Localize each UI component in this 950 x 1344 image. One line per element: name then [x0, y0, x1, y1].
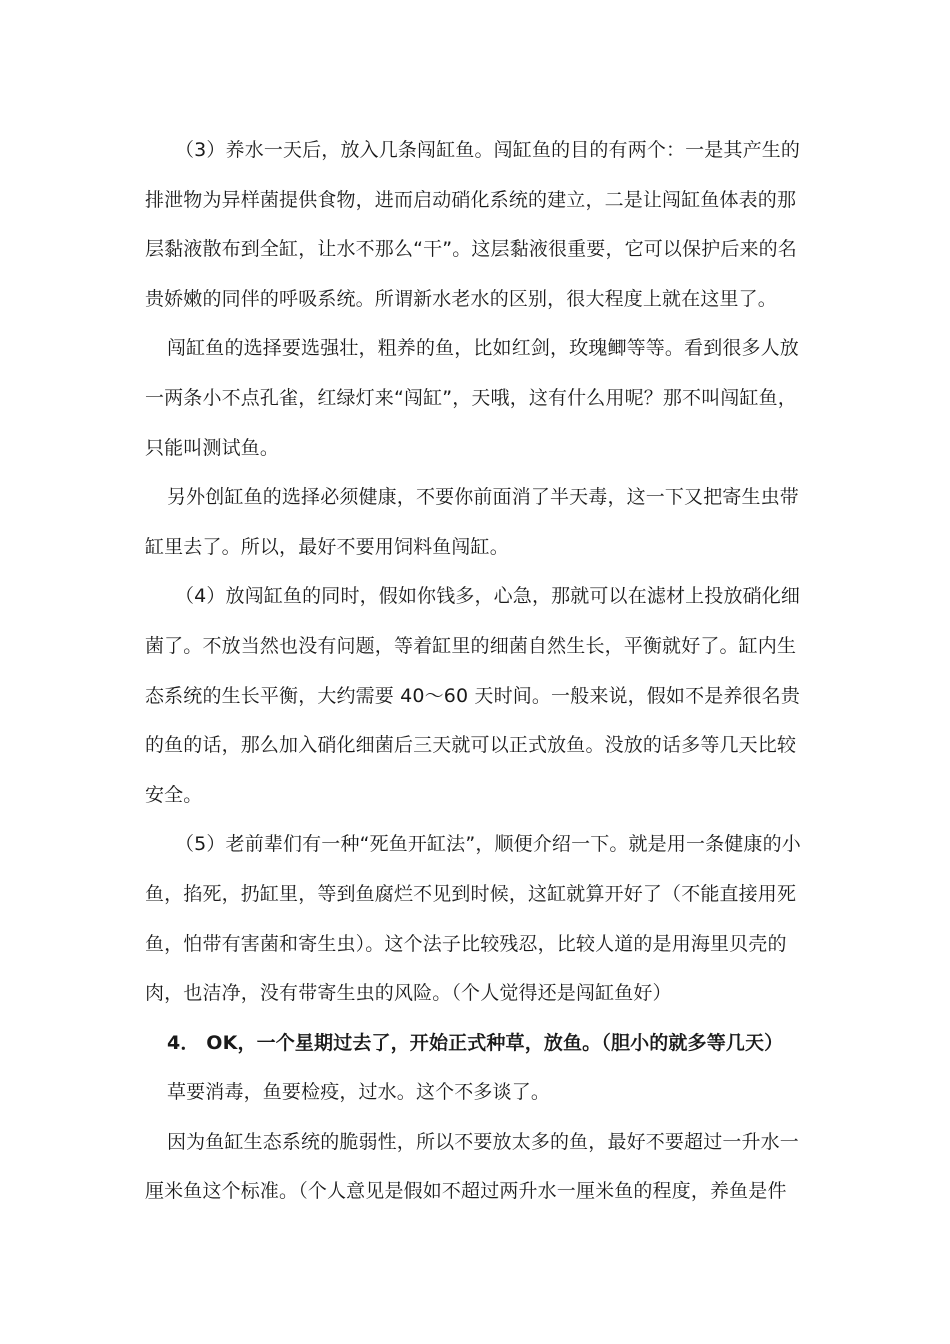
paragraph-step-3: （3）养水一天后，放入几条闯缸鱼。闯缸鱼的目的有两个：一是其产生的排泄物为异样菌提供食物，进而启动硝化系统的建立，二是让闯缸鱼体表的那层黏液散布到全缸，让水不那么“干”。这层黏液很重要，它可以保护后来的名贵娇嫩的同伴的呼吸系统。所谓新水老水的区别，很大程度上就在这里了。: [145, 139, 801, 310]
paragraph-starter-fish-health: 另外创缸鱼的选择必须健康，不要你前面消了半天毒，这一下又把寄生虫带缸里去了。所以，最好不要用饲料鱼闯缸。: [145, 486, 799, 558]
paragraph-stocking-density: 因为鱼缸生态系统的脆弱性，所以不要放太多的鱼，最好不要超过一升水一厘米鱼这个标准。（个人意见是假如不超过两升水一厘米鱼的程度，养鱼是件: [145, 1130, 799, 1203]
paragraph-disinfect: 草要消毒，鱼要检疫，过水。这个不多谈了。: [167, 1081, 551, 1104]
paragraph-starter-fish-choice: 闯缸鱼的选择要选强壮，粗养的鱼，比如红剑，玫瑰鲫等等。看到很多人放一两条小不点孔雀，红绿灯来“闯缸”，天哦，这有什么用呢？那不叫闯缸鱼，只能叫测试鱼。: [145, 337, 799, 459]
paragraph-step-5: （5）老前辈们有一种“死鱼开缸法”，顺便介绍一下。就是用一条健康的小鱼，掐死，扔缸里，等到鱼腐烂不见到时候，这缸就算开好了（不能直接用死鱼，怕带有害菌和寄生虫）。这个法子比较残忍，比较人道的是用海里贝壳的肉，也洁净，没有带寄生虫的风险。（个人觉得还是闯缸鱼好）: [145, 833, 801, 1005]
paragraph-step-4: （4）放闯缸鱼的同时，假如你钱多，心急，那就可以在滤材上投放硝化细菌了。不放当然也没有问题，等着缸里的细菌自然生长，平衡就好了。缸内生态系统的生长平衡，大约需要 40～60 天时间。一般来说，假如不是养很名贵的鱼的话，那么加入硝化细菌后三天就可以正式放鱼。没放的话多等几天比较安全。: [145, 585, 801, 806]
document-body: [145, 126, 805, 1217]
section-heading-4: 4． OK，一个星期过去了，开始正式种草，放鱼。（胆小的就多等几天）: [167, 1031, 784, 1054]
